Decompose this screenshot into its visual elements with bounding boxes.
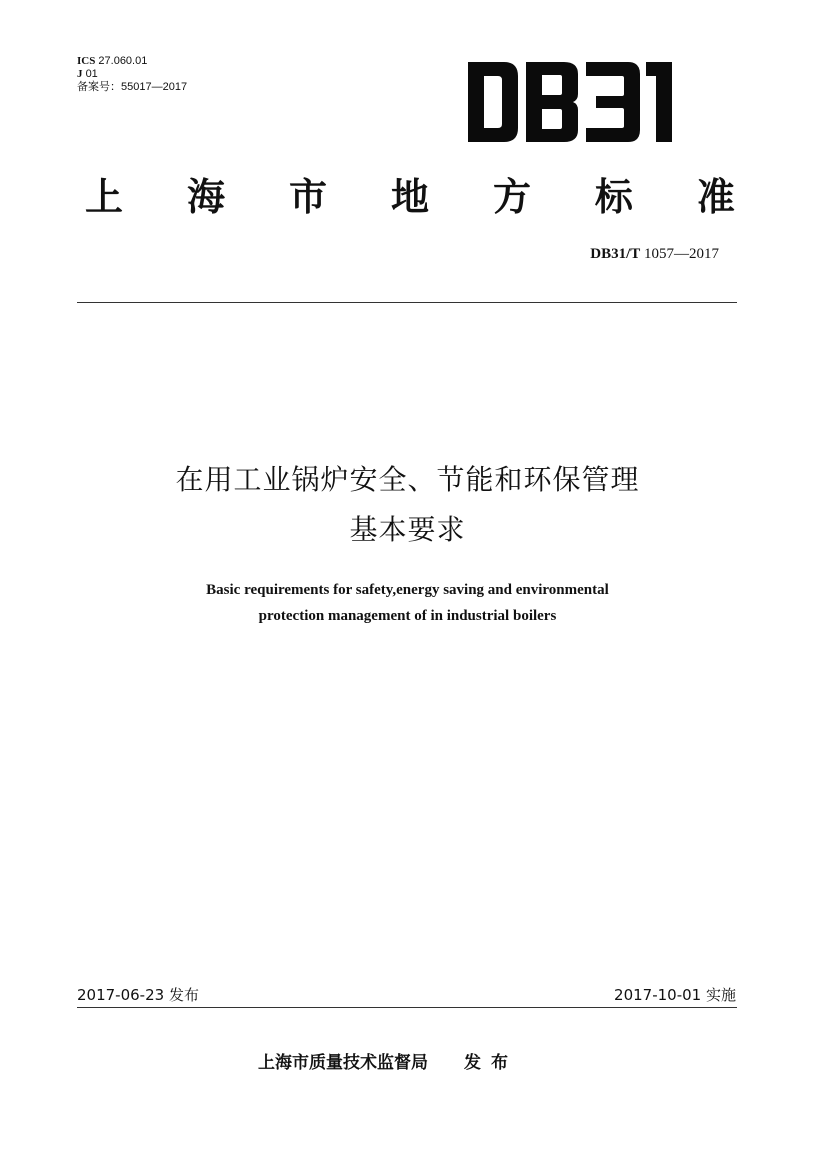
logo-digit-1 xyxy=(646,62,672,142)
issue-date: 2017-06-23 发布 xyxy=(77,986,199,1004)
db31-logo xyxy=(468,62,694,142)
header-divider xyxy=(77,302,737,303)
logo-letter-b xyxy=(526,62,578,142)
logo-letter-d xyxy=(468,62,518,142)
title-en-line2: protection management of in industrial boilers xyxy=(258,608,557,624)
title-cn-line1: 在用工业锅炉安全、节能和环保管理 xyxy=(175,463,640,496)
effective-date: 2017-10-01 实施 xyxy=(614,986,736,1004)
standard-code-prefix: DB31/T xyxy=(590,246,641,262)
title-en-line1: Basic requirements for safety,energy saving and environmental xyxy=(206,582,609,598)
ics-line xyxy=(77,55,187,68)
standard-code xyxy=(590,246,719,263)
footer-divider xyxy=(77,1007,737,1008)
standard-type-char: 准 xyxy=(696,175,735,219)
classification-block xyxy=(77,55,187,94)
standard-type-char: 海 xyxy=(186,175,225,219)
standard-type-heading xyxy=(85,166,735,219)
issuer-action: 发布 xyxy=(464,1053,518,1073)
ics-code: 27.060.01 xyxy=(98,55,148,67)
issuer-name: 上海市质量技术监督局 xyxy=(258,1053,428,1073)
standard-type-char: 市 xyxy=(288,175,327,219)
record-number: 备案号：55017—2017 xyxy=(77,81,188,93)
j-line xyxy=(77,68,187,81)
title-cn-line2: 基本要求 xyxy=(349,513,466,546)
j-code: 01 xyxy=(85,68,98,80)
standard-type-char: 地 xyxy=(390,175,429,219)
standard-type-char: 方 xyxy=(492,175,531,219)
standard-code-number: 1057—2017 xyxy=(644,246,719,262)
issuer-line xyxy=(258,1048,518,1073)
j-label: J xyxy=(77,68,83,80)
standard-type-char: 上 xyxy=(85,175,124,219)
standard-type-char: 标 xyxy=(594,175,633,219)
logo-digit-3 xyxy=(586,62,640,142)
ics-label: ICS xyxy=(77,55,96,67)
